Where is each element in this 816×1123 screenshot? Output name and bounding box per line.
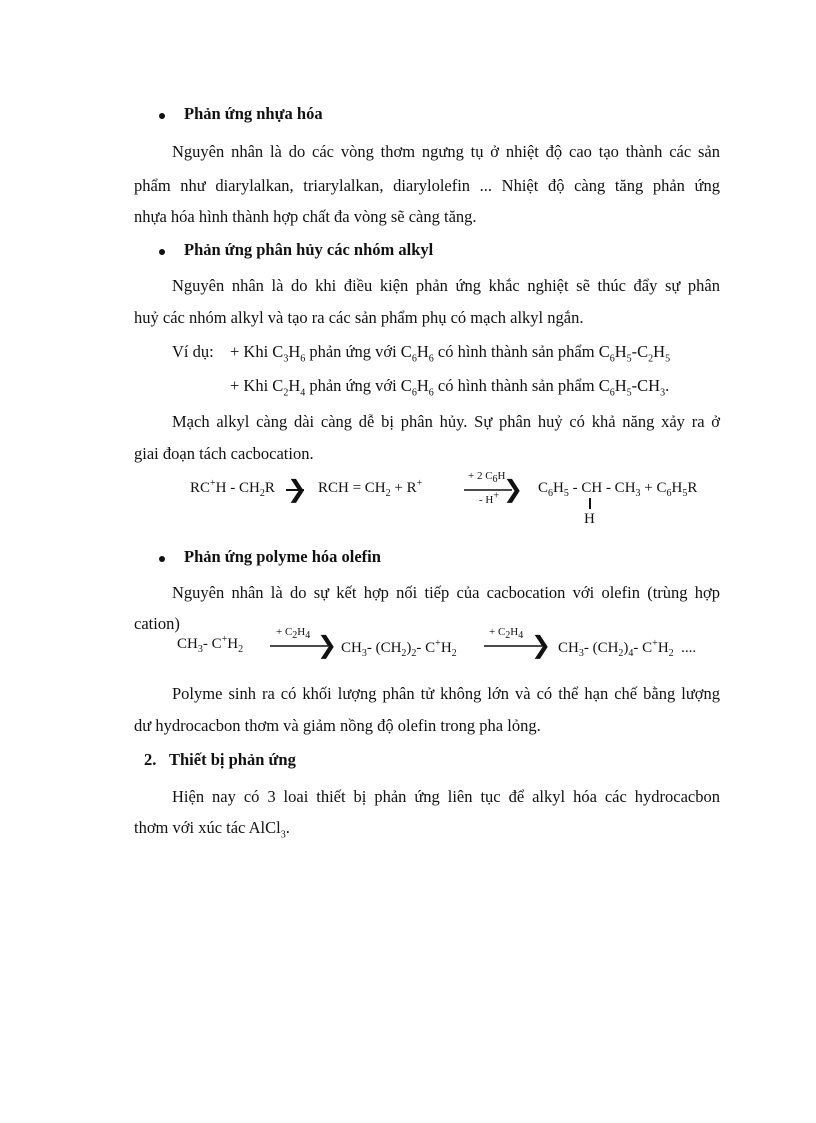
eq1-arrow-top: + 2 $C_6H$ xyxy=(468,470,506,486)
paragraph-line: dư hydrocacbon thơm và giảm nồng độ olefin trong pha lỏng. xyxy=(134,716,541,735)
eq2-reactant: $CH_3-$ $C^+H_2$ xyxy=(177,634,244,655)
bullet-dot xyxy=(159,113,165,119)
paragraph-line: nhựa hóa hình thành hợp chất đa vòng sẽ càng tăng. xyxy=(134,207,477,226)
paragraph-line: phẩm như diarylalkan, triarylalkan, diarylolefin ... Nhiệt độ càng tăng phản ứng xyxy=(134,176,720,195)
section-heading-phan-huy: Phản ứng phân hủy các nhóm alkyl xyxy=(184,240,434,259)
branch-bond-icon xyxy=(588,498,592,510)
arrow-chevron-icon: ❯ xyxy=(287,475,308,503)
arrow-chevron-icon: ❯ xyxy=(531,631,552,659)
arrow-chevron-icon: ❯ xyxy=(503,475,524,503)
section-heading-nhua-hoa: Phản ứng nhựa hóa xyxy=(184,104,323,123)
paragraph-line: Mạch alkyl càng dài càng dễ bị phân hủy. Sự phân huỷ có khả năng xảy ra ở xyxy=(172,412,720,431)
paragraph-line: huỷ các nhóm alkyl và tạo ra các sản phẩm phụ có mạch alkyl ngắn. xyxy=(134,308,584,327)
bullet-dot xyxy=(159,249,165,255)
arrow-chevron-icon: ❯ xyxy=(317,631,338,659)
eq2-arrow2-top: + $C_2H_4$ xyxy=(489,626,524,642)
bullet-dot xyxy=(159,556,165,562)
arrow-shaft-icon xyxy=(286,488,306,492)
section-number: 2. xyxy=(144,750,157,769)
eq2-product: $CH_3-$ $(CH_2)_4-$ $C^+H_2$ .... xyxy=(558,638,697,659)
eq1-arrow-bottom: - H+ xyxy=(479,490,499,506)
section-heading-polyme: Phản ứng polyme hóa olefin xyxy=(184,547,381,566)
eq1-branch-h: H xyxy=(584,511,595,527)
eq1-product: $C_6H_5$ - CH - $CH_3 + C_6H_5R$ xyxy=(538,480,698,499)
paragraph-line: Nguyên nhân là do các vòng thơm ngưng tụ ở nhiệt độ cao tạo thành các sản xyxy=(172,142,720,161)
paragraph-line: giai đoạn tách cacbocation. xyxy=(134,444,314,463)
eq1-intermediate: RCH = $CH_2 + R^+$ xyxy=(318,478,423,499)
example-label: Ví dụ: xyxy=(172,342,214,361)
paragraph-line: cation) xyxy=(134,614,180,633)
paragraph-line: Nguyên nhân là do khi điều kiện phản ứng khắc nghiệt sẽ thúc đẩy sự phân xyxy=(172,276,720,295)
section-heading-thiet-bi: Thiết bị phản ứng xyxy=(169,750,296,769)
example-line-1: + Khi $C_3H_6$ phản ứng với $C_6H_6$ có hình thành sản phẩm $C_6H_5-C_2H_5$ xyxy=(230,342,671,365)
eq1-reactant: $RC^+H - CH_2R$ xyxy=(190,478,275,499)
eq2-arrow1-top: + $C_2H_4$ xyxy=(276,626,311,642)
paragraph-line: Hiện nay có 3 loai thiết bị phản ứng liên tục để alkyl hóa các hydrocacbon xyxy=(172,787,720,806)
paragraph-line: Nguyên nhân là do sự kết hợp nối tiếp của cacbocation với olefin (trùng hợp xyxy=(172,583,720,602)
example-line-2: + Khi $C_2H_4$ phản ứng với $C_6H_6$ có hình thành sản phẩm $C_6H_5-CH_3$. xyxy=(230,376,670,399)
paragraph-line: Polyme sinh ra có khối lượng phân tử không lớn và có thể hạn chế bằng lượng xyxy=(172,684,720,703)
paragraph-line-alcl3: thơm với xúc tác AlCl$_3$. xyxy=(134,818,290,841)
eq2-intermediate: $CH_3-$ $(CH_2)_2-$ $C^+H_2$ xyxy=(341,638,457,659)
